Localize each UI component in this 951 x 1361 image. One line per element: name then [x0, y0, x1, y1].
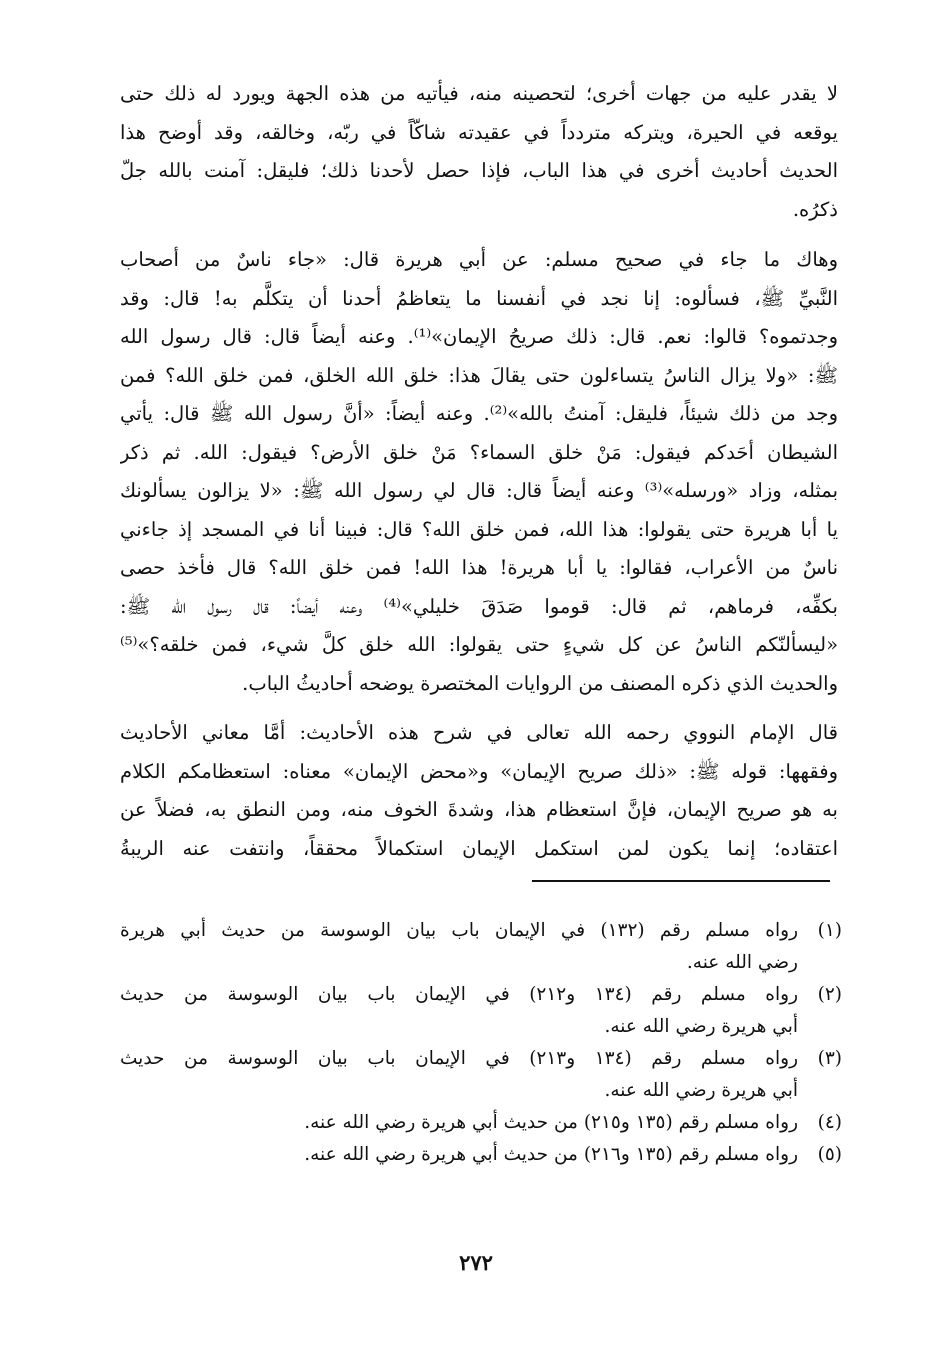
footnote-text: [120, 979, 798, 1043]
footnote-line: رواه مسلم رقم (١٣٤ و٢١٢) في الإيمان باب بيان الوسوسة من حديث: [120, 984, 798, 1005]
footnote-line: رواه مسلم رقم (١٣٥ و٢١٥) من حديث أبي هريرة رضي الله عنه.: [304, 1112, 798, 1133]
text-line: وجدتموه؟ قالوا: نعم. قال: ذلك صريحُ الإيمان»⁽¹⁾. وعنه أيضاً قال: قال رسول الله: [120, 325, 838, 348]
footnotes: [120, 915, 842, 1171]
text-line: «ليسألنّكم الناسُ عن كل شيءٍ حتى يقولوا: الله خلق كلَّ شيء، فمن خلقه؟»⁽⁵⁾: [120, 633, 838, 656]
footnote-4: [120, 1107, 842, 1139]
text-line: به هو صريح الإيمان، فإنَّ استعظام هذا، وشدةَ الخوف منه، ومن النطق به، فضلاً عن: [120, 798, 838, 821]
footnote-5: [120, 1139, 842, 1171]
footnote-number: (٥): [817, 1144, 842, 1165]
footnote-separator: [532, 880, 830, 882]
text-line: والحديث الذي ذكره المصنف من الروايات المختصرة يوضحه أحاديثُ الباب.: [242, 671, 838, 695]
text-line: يوقعه في الحيرة، ويتركه متردداً في عقيدته شاكّاً في ربّه، وخالقه، وقد أوضح هذا: [120, 120, 838, 144]
text-line: الحديث أحاديث أخرى في هذا الباب، فإذا حصل لأحدنا ذلك؛ فليقل: آمنت بالله جلّ: [120, 159, 838, 182]
footnote-line: رواه مسلم رقم (١٣٥ و٢١٦) من حديث أبي هريرة رضي الله عنه.: [304, 1144, 798, 1165]
footnote-2: [120, 979, 842, 1043]
paragraph-2: [120, 241, 838, 703]
footnote-number: (٤): [817, 1112, 842, 1133]
footnote-number: (٢): [817, 984, 842, 1005]
text-line: ناسٌ من الأعراب، فقالوا: يا أبا هريرة! هذا الله! فمن خلق الله؟ قال فأخذ حصى: [120, 556, 838, 579]
footnote-text: [120, 1043, 798, 1107]
footnote-text: [120, 1139, 798, 1171]
text-line: النَّبيِّ ﷺ، فسألوه: إنا نجد في أنفسنا ما يتعاظمُ أحدنا أن يتكلَّم به! قال: وقد: [120, 286, 838, 310]
text-line: بكفِّه، فرماهم، ثم قال: قوموا صَدَقَ خليلي»⁽⁴⁾ وعنه أيضاً: قال رسول الله ﷺ:: [120, 594, 838, 618]
text-line: اعتقاده؛ إنما يكون لمن استكمل الإيمان استكمالاً محققاً، وانتفت عنه الريبةُ: [120, 836, 838, 860]
text-line: لا يقدر عليه من جهات أخرى؛ لتحصينه منه، فيأتيه من هذه الجهة ويورد له ذلك حتى: [120, 82, 838, 105]
footnote-line: رواه مسلم رقم (١٣٤ و٢١٣) في الإيمان باب بيان الوسوسة من حديث: [120, 1048, 798, 1069]
text-line: ﷺ: «ولا يزال الناسُ يتساءلون حتى يقالَ هذا: خلق الله الخلق، فمن خلق الله؟ فمن: [120, 363, 838, 387]
text-line: وهاك ما جاء في صحيح مسلم: عن أبي هريرة قال: «جاء ناسٌ من أصحاب: [120, 248, 838, 271]
footnote-text: [120, 915, 798, 979]
text-line: وفقهها: قوله ﷺ: «ذلك صريح الإيمان» و«محض الإيمان» معناه: استعظامكم الكلام: [120, 759, 838, 783]
footnote-line: رواه مسلم رقم (١٣٢) في الإيمان باب بيان الوسوسة من حديث أبي هريرة: [120, 920, 798, 941]
footnote-line: رضي الله عنه.: [686, 952, 798, 973]
page-number: ٢٧٢: [459, 1250, 493, 1275]
footnote-number: (٣): [817, 1048, 842, 1069]
footnote-number: (١): [817, 920, 842, 941]
footnote-text: [120, 1107, 798, 1139]
paragraph-3: [120, 714, 838, 868]
footnote-3: [120, 1043, 842, 1107]
text-line: الشيطان أحَدكم فيقول: مَنْ خلق السماء؟ مَنْ خلق الأرض؟ فيقول: الله. ثم ذكر: [120, 440, 838, 464]
text-line: يا أبا هريرة حتى يقولوا: هذا الله، فمن خلق الله؟ قال: فبينا أنا في المسجد إذ جاءني: [120, 517, 838, 541]
text-line: قال الإمام النووي رحمه الله تعالى في شرح هذه الأحاديث: أمَّا معاني الأحاديث: [120, 721, 838, 744]
footnote-line: أبي هريرة رضي الله عنه.: [604, 1080, 798, 1101]
paragraph-1: [120, 75, 838, 229]
footnote-line: أبي هريرة رضي الله عنه.: [604, 1016, 798, 1037]
text-line: وجد من ذلك شيئاً، فليقل: آمنتُ بالله»⁽²⁾. وعنه أيضاً: «أنَّ رسول الله ﷺ قال: يأتي: [120, 402, 838, 425]
text-line: بمثله، وزاد «ورسله»⁽³⁾ وعنه أيضاً قال: قال لي رسول الله ﷺ: «لا يزالون يسألونك: [120, 479, 838, 502]
footnote-1: [120, 915, 842, 979]
text-line: ذكرُه.: [792, 197, 838, 221]
